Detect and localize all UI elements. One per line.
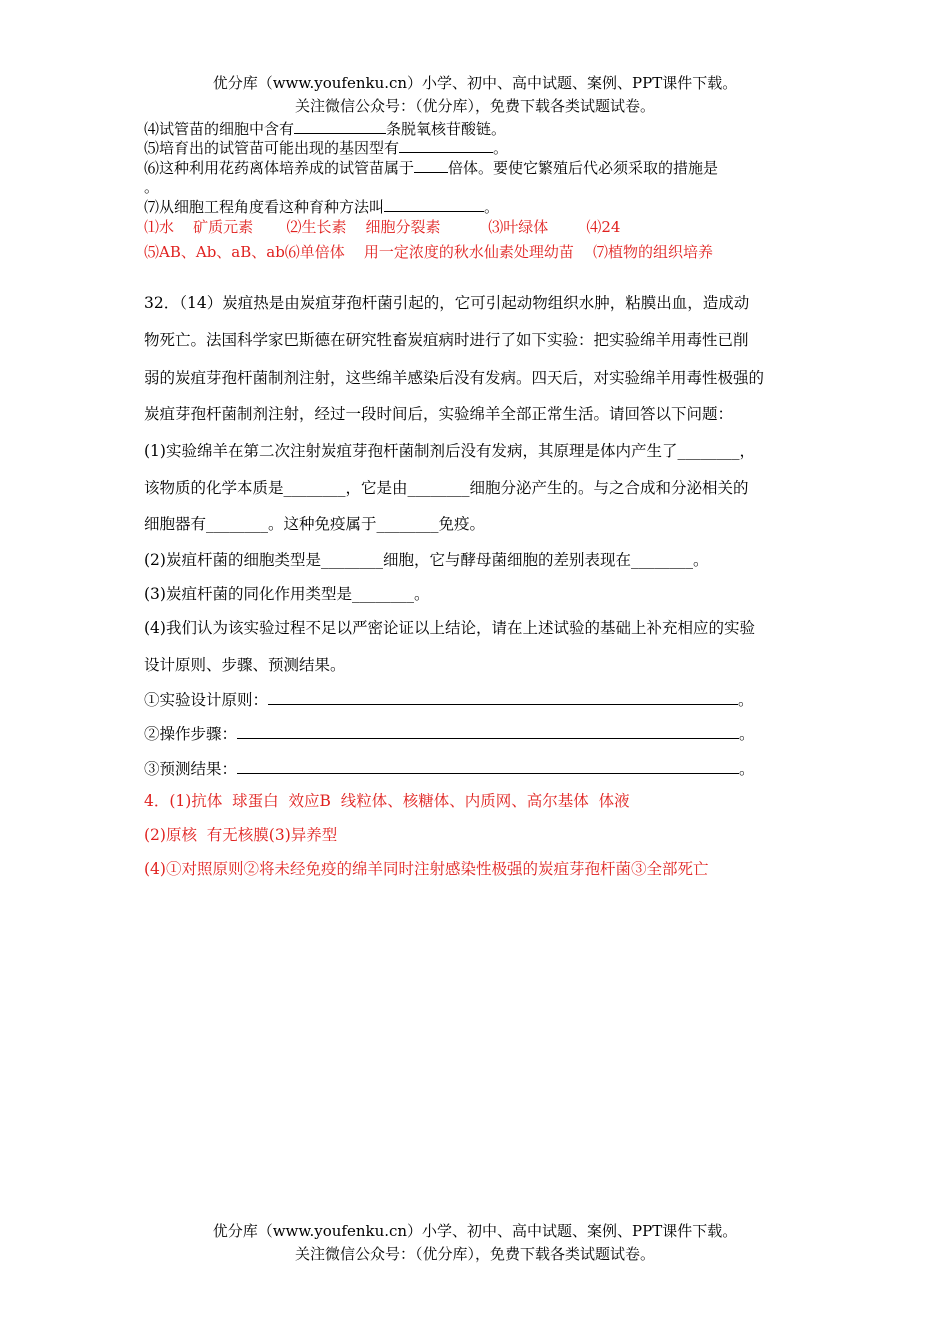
header-line-1: 优分库（www.youfenku.cn）小学、初中、高中试题、案例、PPT课件下载。 bbox=[212, 74, 738, 92]
page-header bbox=[0, 72, 950, 118]
header-line-2: 关注微信公众号：（优分库），免费下载各类试题试卷。 bbox=[294, 97, 655, 115]
answer-line bbox=[237, 724, 739, 739]
blank-line bbox=[384, 197, 484, 212]
q32-sub1-line-1: (1)实验绵羊在第二次注射炭疽芽孢杆菌制剂后没有发病，其原理是体内产生了________， bbox=[144, 442, 755, 460]
prev-q6: ⑹这种利用花药离体培养成的试管苗属于 倍体。要使它繁殖后代必须采取的措施是 bbox=[144, 159, 719, 177]
answer-line-2: (2)原核 有无核膜(3)异养型 bbox=[144, 826, 338, 844]
item-procedure: ②操作步骤： 。 bbox=[144, 725, 755, 743]
prev-q6-cont: 。 bbox=[144, 178, 160, 196]
prev-q7: ⑺从细胞工程角度看这种育种方法叫 。 bbox=[144, 198, 500, 216]
q32-sub1-line-3: 细胞器有________。这种免疫属于________免疫。 bbox=[144, 515, 486, 533]
q32-sub3: (3)炭疽杆菌的同化作用类型是________。 bbox=[144, 585, 430, 603]
prev-answer-1: ⑴水 矿质元素 ⑵生长素 细胞分裂素 ⑶叶绿体 ⑷24 bbox=[144, 218, 621, 236]
footer-line-1: 优分库（www.youfenku.cn）小学、初中、高中试题、案例、PPT课件下载。 bbox=[212, 1222, 738, 1240]
prev-answer-2: ⑸AB、Ab、aB、ab⑹单倍体 用一定浓度的秋水仙素处理幼苗 ⑺植物的组织培养 bbox=[144, 243, 713, 261]
blank-line bbox=[294, 119, 386, 134]
prev-q4: ⑷试管苗的细胞中含有 条脱氧核苷酸链。 bbox=[144, 120, 507, 138]
item-prediction: ③预测结果： 。 bbox=[144, 760, 755, 778]
answer-line-1: 4．(1)抗体 球蛋白 效应B 线粒体、核糖体、内质网、高尔基体 体液 bbox=[144, 792, 630, 810]
q32-sub2: (2)炭疽杆菌的细胞类型是________细胞，它与酵母菌细胞的差别表现在________。 bbox=[144, 551, 709, 569]
footer-line-2: 关注微信公众号：（优分库），免费下载各类试题试卷。 bbox=[294, 1245, 655, 1263]
q32-sub1-line-2: 该物质的化学本质是________，它是由________细胞分泌产生的。与之合成和分泌相关的 bbox=[144, 479, 749, 497]
q32-stem-line-4: 炭疽芽孢杆菌制剂注射，经过一段时间后，实验绵羊全部正常生活。请回答以下问题： bbox=[144, 405, 734, 423]
answer-line bbox=[237, 759, 739, 774]
q32-stem-line-2: 物死亡。法国科学家巴斯德在研究牲畜炭疽病时进行了如下实验：把实验绵羊用毒性已削 bbox=[144, 331, 749, 349]
page-footer bbox=[0, 1220, 950, 1266]
answer-line-3: (4)①对照原则②将未经免疫的绵羊同时注射感染性极强的炭疽芽孢杆菌③全部死亡 bbox=[144, 860, 709, 878]
blank-line bbox=[414, 158, 448, 173]
item-design-principle: ①实验设计原则： 。 bbox=[144, 691, 754, 709]
prev-q5: ⑸培育出的试管苗可能出现的基因型有 。 bbox=[144, 139, 509, 157]
q32-sub4-line-1: (4)我们认为该实验过程不足以严密论证以上结论，请在上述试验的基础上补充相应的实验 bbox=[144, 619, 755, 637]
q32-stem-line-1: 32．（14）炭疽热是由炭疽芽孢杆菌引起的，它可引起动物组织水肿，粘膜出血，造成动 bbox=[144, 294, 750, 312]
q32-stem-line-3: 弱的炭疽芽孢杆菌制剂注射，这些绵羊感染后没有发病。四天后，对实验绵羊用毒性极强的 bbox=[144, 369, 765, 387]
answer-line bbox=[268, 690, 738, 705]
blank-line bbox=[399, 138, 493, 153]
q32-sub4-line-2: 设计原则、步骤、预测结果。 bbox=[144, 656, 346, 674]
